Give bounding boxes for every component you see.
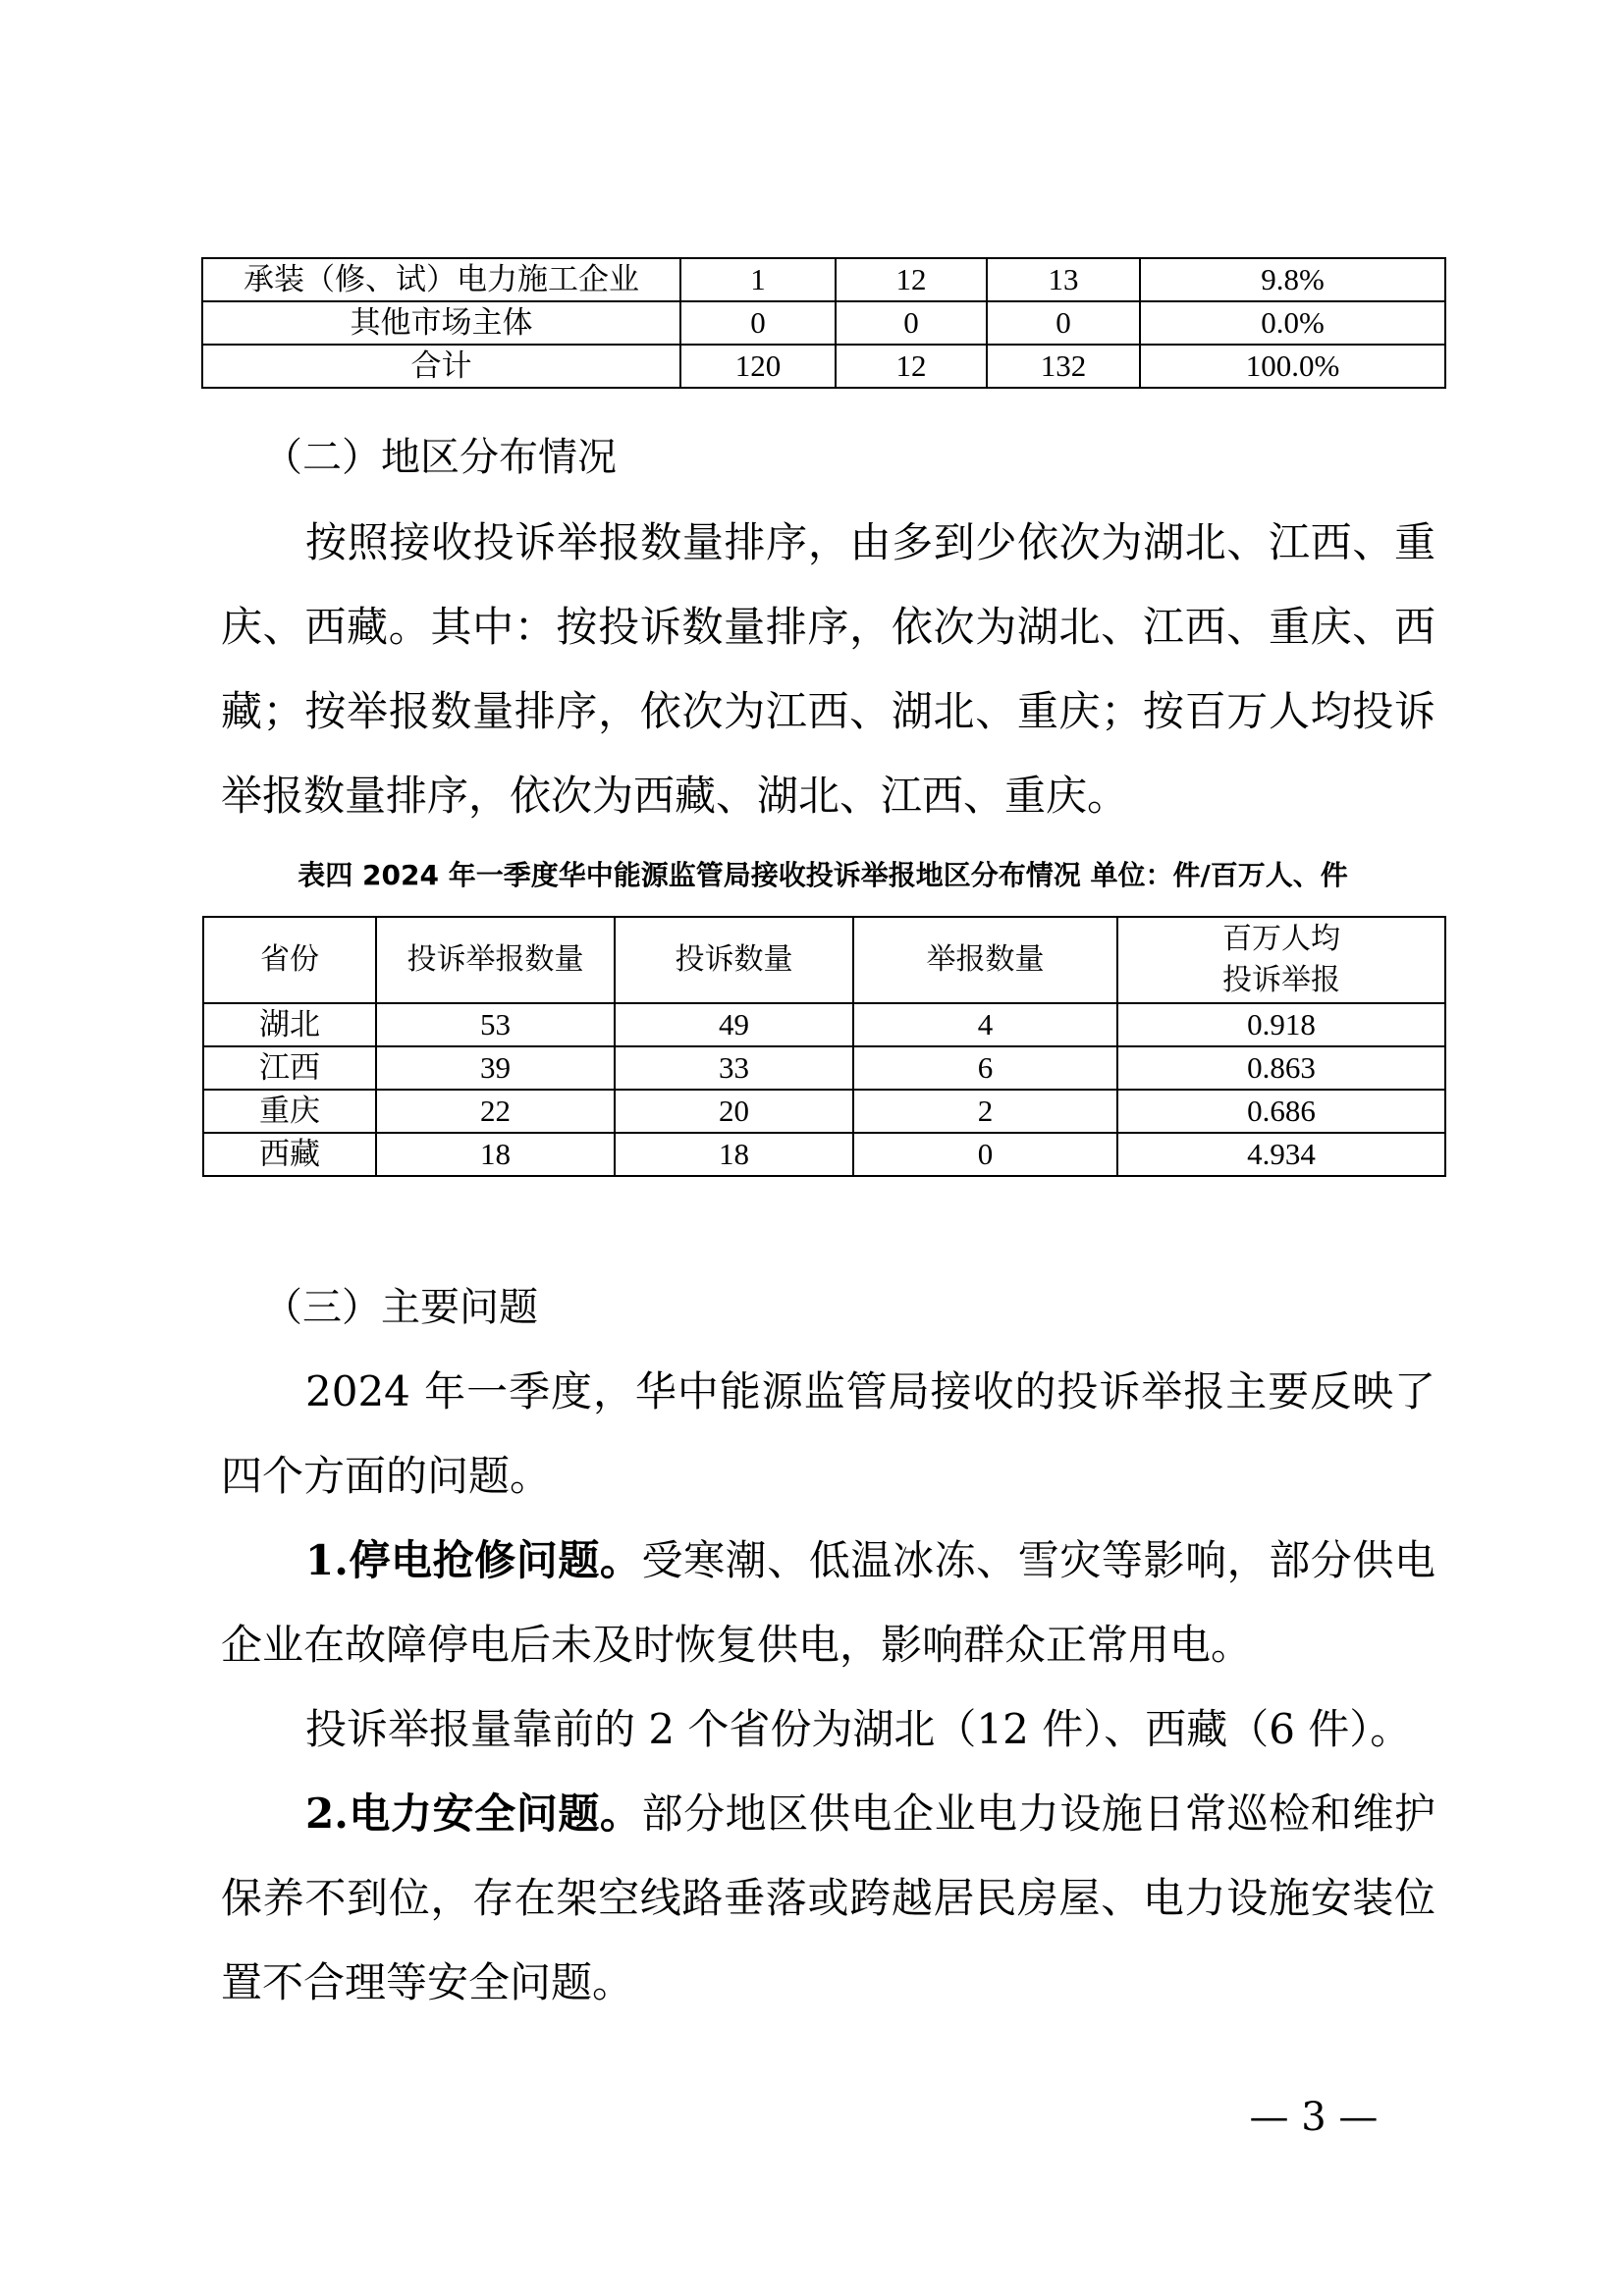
table-cell: 12 — [836, 258, 987, 301]
header-province: 省份 — [203, 917, 376, 1003]
header-complaint-count: 投诉数量 — [615, 917, 853, 1003]
province-cell: 重庆 — [203, 1090, 376, 1133]
table-cell: 22 — [376, 1090, 615, 1133]
header-per-million-line1: 百万人均 — [1222, 922, 1340, 956]
table-cell: 0.0% — [1140, 301, 1445, 345]
table-cell: 132 — [987, 345, 1140, 388]
entity-name-cell: 其他市场主体 — [202, 301, 680, 345]
table-cell: 39 — [376, 1046, 615, 1090]
province-cell: 西藏 — [203, 1133, 376, 1176]
table-cell: 12 — [836, 345, 987, 388]
header-total-count: 投诉举报数量 — [376, 917, 615, 1003]
table-cell: 0.918 — [1117, 1003, 1445, 1046]
province-cell: 江西 — [203, 1046, 376, 1090]
table-cell: 4.934 — [1117, 1133, 1445, 1176]
table-cell: 0 — [836, 301, 987, 345]
section-heading-issues: （三）主要问题 — [263, 1285, 538, 1330]
table-cell: 6 — [853, 1046, 1117, 1090]
issues-intro-paragraph: 2024 年一季度，华中能源监管局接收的投诉举报主要反映了四个方面的问题。 — [221, 1367, 1435, 1500]
table-cell: 9.8% — [1140, 258, 1445, 301]
table-cell: 100.0% — [1140, 345, 1445, 388]
table-cell: 1 — [680, 258, 836, 301]
table-cell: 20 — [615, 1090, 853, 1133]
header-report-count: 举报数量 — [853, 917, 1117, 1003]
table-cell: 53 — [376, 1003, 615, 1046]
table-cell: 18 — [615, 1133, 853, 1176]
table-row — [202, 258, 1445, 301]
region-paragraph: 按照接收投诉举报数量排序，由多到少依次为湖北、江西、重庆、西藏。其中：按投诉数量排序，依次为湖北、江西、重庆、西藏；按举报数量排序，依次为江西、湖北、重庆；按百万人均投诉举报数量排序，依次为西藏、湖北、江西、重庆。 — [221, 518, 1435, 820]
table-row — [203, 1133, 1445, 1176]
issue-1-text: 受寒潮、低温冰冻、雪灾等影响，部分供电企业在故障停电后未及时恢复供电，影响群众正常用电。 — [221, 1536, 1435, 1669]
table-cell: 0 — [680, 301, 836, 345]
section-heading-region: （二）地区分布情况 — [263, 435, 617, 480]
table-row — [203, 1090, 1445, 1133]
table-row — [203, 1046, 1445, 1090]
table-cell: 33 — [615, 1046, 853, 1090]
table-cell: 0 — [987, 301, 1140, 345]
market-entity-table-continuation — [201, 257, 1446, 389]
entity-name-cell: 承装（修、试）电力施工企业 — [202, 258, 680, 301]
table-cell: 2 — [853, 1090, 1117, 1133]
province-cell: 湖北 — [203, 1003, 376, 1046]
table-cell: 4 — [853, 1003, 1117, 1046]
table-cell: 49 — [615, 1003, 853, 1046]
issue-1-note: 投诉举报量靠前的 2 个省份为湖北（12 件）、西藏（6 件）。 — [305, 1705, 1412, 1753]
header-per-million — [1117, 917, 1445, 1003]
table-cell: 120 — [680, 345, 836, 388]
table4-caption: 表四 2024 年一季度华中能源监管局接收投诉举报地区分布情况 单位：件/百万人、件 — [298, 859, 1348, 891]
region-distribution-table — [202, 916, 1446, 1177]
issue-2-paragraph — [221, 1772, 1435, 2025]
issue-1-title: 1.停电抢修问题。 — [305, 1536, 642, 1584]
table-cell: 0 — [853, 1133, 1117, 1176]
table-cell: 18 — [376, 1133, 615, 1176]
issue-2-text: 部分地区供电企业电力设施日常巡检和维护保养不到位，存在架空线路垂落或跨越居民房屋、电力设施安装位置不合理等安全问题。 — [221, 1789, 1435, 2006]
page-number: — 3 — — [1249, 2095, 1379, 2140]
table-row — [202, 301, 1445, 345]
table-cell: 0.686 — [1117, 1090, 1445, 1133]
table-row-total — [202, 345, 1445, 388]
table-row — [203, 1003, 1445, 1046]
header-per-million-line2: 投诉举报 — [1222, 963, 1340, 997]
issue-2-title: 2.电力安全问题。 — [305, 1789, 642, 1838]
entity-name-cell: 合计 — [202, 345, 680, 388]
table-cell: 13 — [987, 258, 1140, 301]
issue-1-paragraph — [221, 1519, 1435, 1687]
table-header-row — [203, 917, 1445, 1003]
table-cell: 0.863 — [1117, 1046, 1445, 1090]
